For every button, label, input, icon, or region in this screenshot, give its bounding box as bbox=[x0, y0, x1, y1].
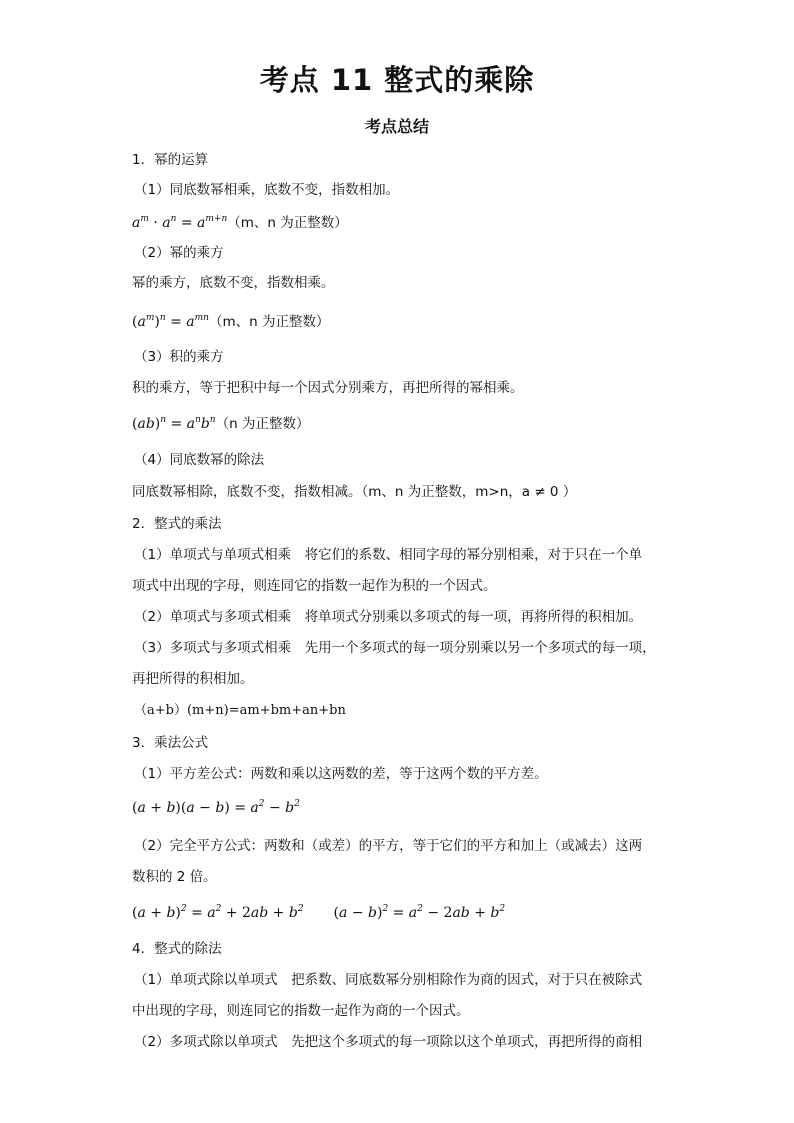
heading-polynomial-multiplication: 2．整式的乘法 bbox=[132, 516, 222, 532]
formula-expression: $(a^m)^n = a^{mn}$ bbox=[132, 313, 209, 330]
subheading-same-base-divide: （4）同底数幂的除法 bbox=[134, 452, 265, 468]
formula-power-of-product bbox=[132, 414, 672, 434]
rule-same-base-multiply: （1）同底数幂相乘，底数不变，指数相加。 bbox=[134, 182, 400, 198]
rule-polynomial-times-polynomial-cont: 再把所得的积相加。 bbox=[132, 671, 254, 687]
heading-multiplication-formulas: 3．乘法公式 bbox=[132, 735, 209, 751]
rule-monomial-times-monomial: （1）单项式与单项式相乘 将它们的系数、相同字母的幂分别相乘，对于只在一个单 bbox=[134, 547, 643, 563]
formula-condition: （m、n 为正整数） bbox=[227, 215, 348, 231]
page-title: 考点 11 整式的乘除 bbox=[259, 63, 535, 97]
rule-monomial-divide-monomial-cont: 中出现的字母，则连同它的指数一起作为商的一个因式。 bbox=[132, 1003, 470, 1019]
rule-power-of-power: 幂的乘方，底数不变，指数相乘。 bbox=[132, 275, 335, 291]
formula-same-base-multiply bbox=[132, 213, 672, 233]
rule-monomial-times-monomial-cont: 项式中出现的字母，则连同它的指数一起作为积的一个因式。 bbox=[132, 578, 497, 594]
formula-power-of-power bbox=[132, 312, 672, 332]
formula-expression: $a^m \cdot a^n = a^{m+n}$ bbox=[132, 214, 228, 231]
example-polynomial-product: （a+b）(m+n)=am+bm+an+bn bbox=[134, 703, 346, 718]
heading-polynomial-division: 4．整式的除法 bbox=[132, 941, 222, 957]
heading-power-operations: 1．幂的运算 bbox=[132, 152, 209, 168]
rule-perfect-square-cont: 数积的 2 倍。 bbox=[132, 869, 217, 885]
subheading-power-of-power: （2）幂的乘方 bbox=[134, 245, 224, 261]
rule-difference-of-squares: （1）平方差公式：两数和乘以这两数的差，等于这两个数的平方差。 bbox=[134, 766, 548, 782]
rule-polynomial-times-polynomial: （3）多项式与多项式相乘 先用一个多项式的每一项分别乘以另一个多项式的每一项， bbox=[134, 640, 656, 656]
formula-condition: （m、n 为正整数） bbox=[208, 314, 330, 330]
formula-difference-square: $(a - b)^2 = a^2 - 2ab + b^2$ bbox=[333, 904, 506, 921]
formula-condition: （n 为正整数） bbox=[215, 416, 310, 432]
subheading-power-of-product: （3）积的乘方 bbox=[134, 349, 224, 365]
rule-polynomial-divide-monomial: （2）多项式除以单项式 先把这个多项式的每一项除以这个单项式，再把所得的商相 bbox=[134, 1034, 643, 1050]
rule-monomial-times-polynomial: （2）单项式与多项式相乘 将单项式分别乘以多项式的每一项，再将所得的积相加。 bbox=[134, 609, 643, 625]
rule-power-of-product: 积的乘方，等于把积中每一个因式分别乘方，再把所得的幂相乘。 bbox=[132, 380, 524, 396]
rule-same-base-divide: 同底数幂相除，底数不变，指数相减。（m、n 为正整数，m>n，a ≠ 0 ） bbox=[132, 484, 577, 500]
formula-perfect-square bbox=[132, 903, 672, 923]
rule-perfect-square: （2）完全平方公式：两数和（或差）的平方，等于它们的平方和加上（或减去）这两 bbox=[134, 838, 643, 854]
rule-monomial-divide-monomial: （1）单项式除以单项式 把系数、同底数幂分别相除作为商的因式，对于只在被除式 bbox=[134, 972, 643, 988]
formula-difference-of-squares bbox=[132, 798, 672, 818]
formula-expression: $(ab)^n = a^nb^n$ bbox=[132, 415, 216, 432]
section-subtitle: 考点总结 bbox=[364, 117, 429, 136]
formula-sum-square: $(a + b)^2 = a^2 + 2ab + b^2$ bbox=[132, 904, 304, 921]
formula-expression: $(a + b)(a - b) = a^2 - b^2$ bbox=[132, 799, 300, 816]
